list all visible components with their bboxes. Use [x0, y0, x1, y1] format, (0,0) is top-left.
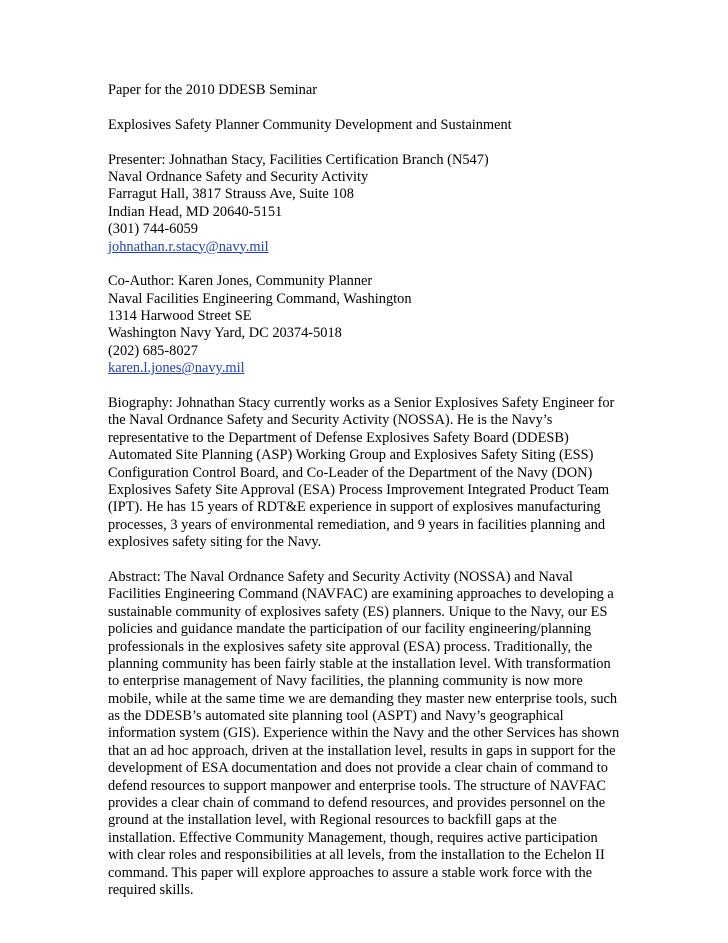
abstract-line: that an ad hoc approach, driven at the installation level, results in gaps in support for the	[108, 742, 616, 759]
biography-paragraph	[108, 395, 628, 552]
abstract-line: provides a clear chain of command to defend resources, and provides personnel on the	[108, 795, 606, 812]
coauthor-address1: 1314 Harwood Street SE	[108, 308, 252, 325]
abstract-line: Facilities Engineering Command (NAVFAC) are examining approaches to developing a	[108, 586, 614, 603]
presenter-email-link[interactable]: johnathan.r.stacy@navy.mil	[108, 238, 269, 255]
presenter-block	[108, 152, 628, 256]
spacer	[108, 552, 628, 569]
abstract-line: development of ESA documentation and does not provide a clear chain of command to	[108, 760, 608, 777]
abstract-line: sustainable community of explosives safety (ES) planners. Unique to the Navy, our ES	[108, 603, 608, 620]
abstract-line: professionals in the explosives safety site approval (ESA) process. Traditionally, the	[108, 638, 593, 655]
coauthor-name: Co-Author: Karen Jones, Community Planner	[108, 273, 373, 290]
abstract-line: required skills.	[108, 881, 194, 898]
abstract-paragraph	[108, 569, 628, 899]
paper-title: Paper for the 2010 DDESB Seminar	[108, 82, 318, 98]
abstract-line: command. This paper will explore approaches to assure a stable work force with the	[108, 864, 593, 881]
coauthor-address2: Washington Navy Yard, DC 20374-5018	[108, 325, 342, 342]
abstract-line: planning community has been fairly stable at the installation level. With transformation	[108, 655, 611, 672]
spacer	[108, 99, 628, 116]
coauthor-phone: (202) 685-8027	[108, 342, 198, 359]
coauthor-org: Naval Facilities Engineering Command, Washington	[108, 290, 412, 307]
abstract-line: Abstract: The Naval Ordnance Safety and Security Activity (NOSSA) and Naval	[108, 568, 573, 585]
presenter-org: Naval Ordnance Safety and Security Activity	[108, 168, 369, 185]
abstract-line: to enterprise management of Navy facilities, the planning community is now more	[108, 673, 583, 690]
biography-line: (IPT). He has 15 years of RDT&E experience in support of explosives manufacturing	[108, 499, 601, 516]
presenter-address1: Farragut Hall, 3817 Strauss Ave, Suite 108	[108, 186, 354, 203]
biography-line: Explosives Safety Site Approval (ESA) Process Improvement Integrated Product Team	[108, 481, 610, 498]
spacer	[108, 256, 628, 273]
biography-line: representative to the Department of Defense Explosives Safety Board (DDESB)	[108, 429, 569, 446]
abstract-line: policies and guidance mandate the participation of our facility engineering/planning	[108, 621, 592, 638]
spacer	[108, 134, 628, 151]
paper-subject: Explosives Safety Planner Community Development and Sustainment	[108, 116, 512, 133]
biography-line: explosives safety siting for the Navy.	[108, 534, 322, 551]
abstract-line: defend resources to support manpower and enterprise tools. The structure of NAVFAC	[108, 777, 606, 794]
biography-line: Configuration Control Board, and Co-Leader of the Department of the Navy (DON)	[108, 464, 593, 481]
biography-line: Automated Site Planning (ASP) Working Group and Explosives Safety Siting (ESS)	[108, 447, 594, 464]
document-page	[108, 82, 628, 899]
abstract-line: information system (GIS). Experience within the Navy and the other Services has shown	[108, 725, 620, 742]
spacer	[108, 378, 628, 395]
presenter-address2: Indian Head, MD 20640-5151	[108, 203, 283, 220]
presenter-name: Presenter: Johnathan Stacy, Facilities Certification Branch (N547)	[108, 151, 489, 168]
coauthor-block	[108, 273, 628, 377]
abstract-line: as the DDESB’s automated site planning tool (ASPT) and Navy’s geographical	[108, 708, 564, 725]
abstract-line: installation. Effective Community Management, though, requires active participation	[108, 829, 598, 846]
biography-line: the Naval Ordnance Safety and Security Activity (NOSSA). He is the Navy’s	[108, 412, 553, 429]
presenter-phone: (301) 744-6059	[108, 221, 198, 238]
biography-line: Biography: Johnathan Stacy currently works as a Senior Explosives Safety Engineer for	[108, 395, 615, 412]
coauthor-email-link[interactable]: karen.l.jones@navy.mil	[108, 360, 245, 377]
abstract-line: with clear roles and responsibilities at all levels, from the installation to the Echelon II	[108, 847, 605, 864]
biography-line: processes, 3 years of environmental remediation, and 9 years in facilities planning and	[108, 516, 606, 533]
abstract-line: ground at the installation level, with Regional resources to backfill gaps at the	[108, 812, 557, 829]
abstract-line: mobile, while at the same time we are demanding they master new enterprise tools, such	[108, 690, 618, 707]
